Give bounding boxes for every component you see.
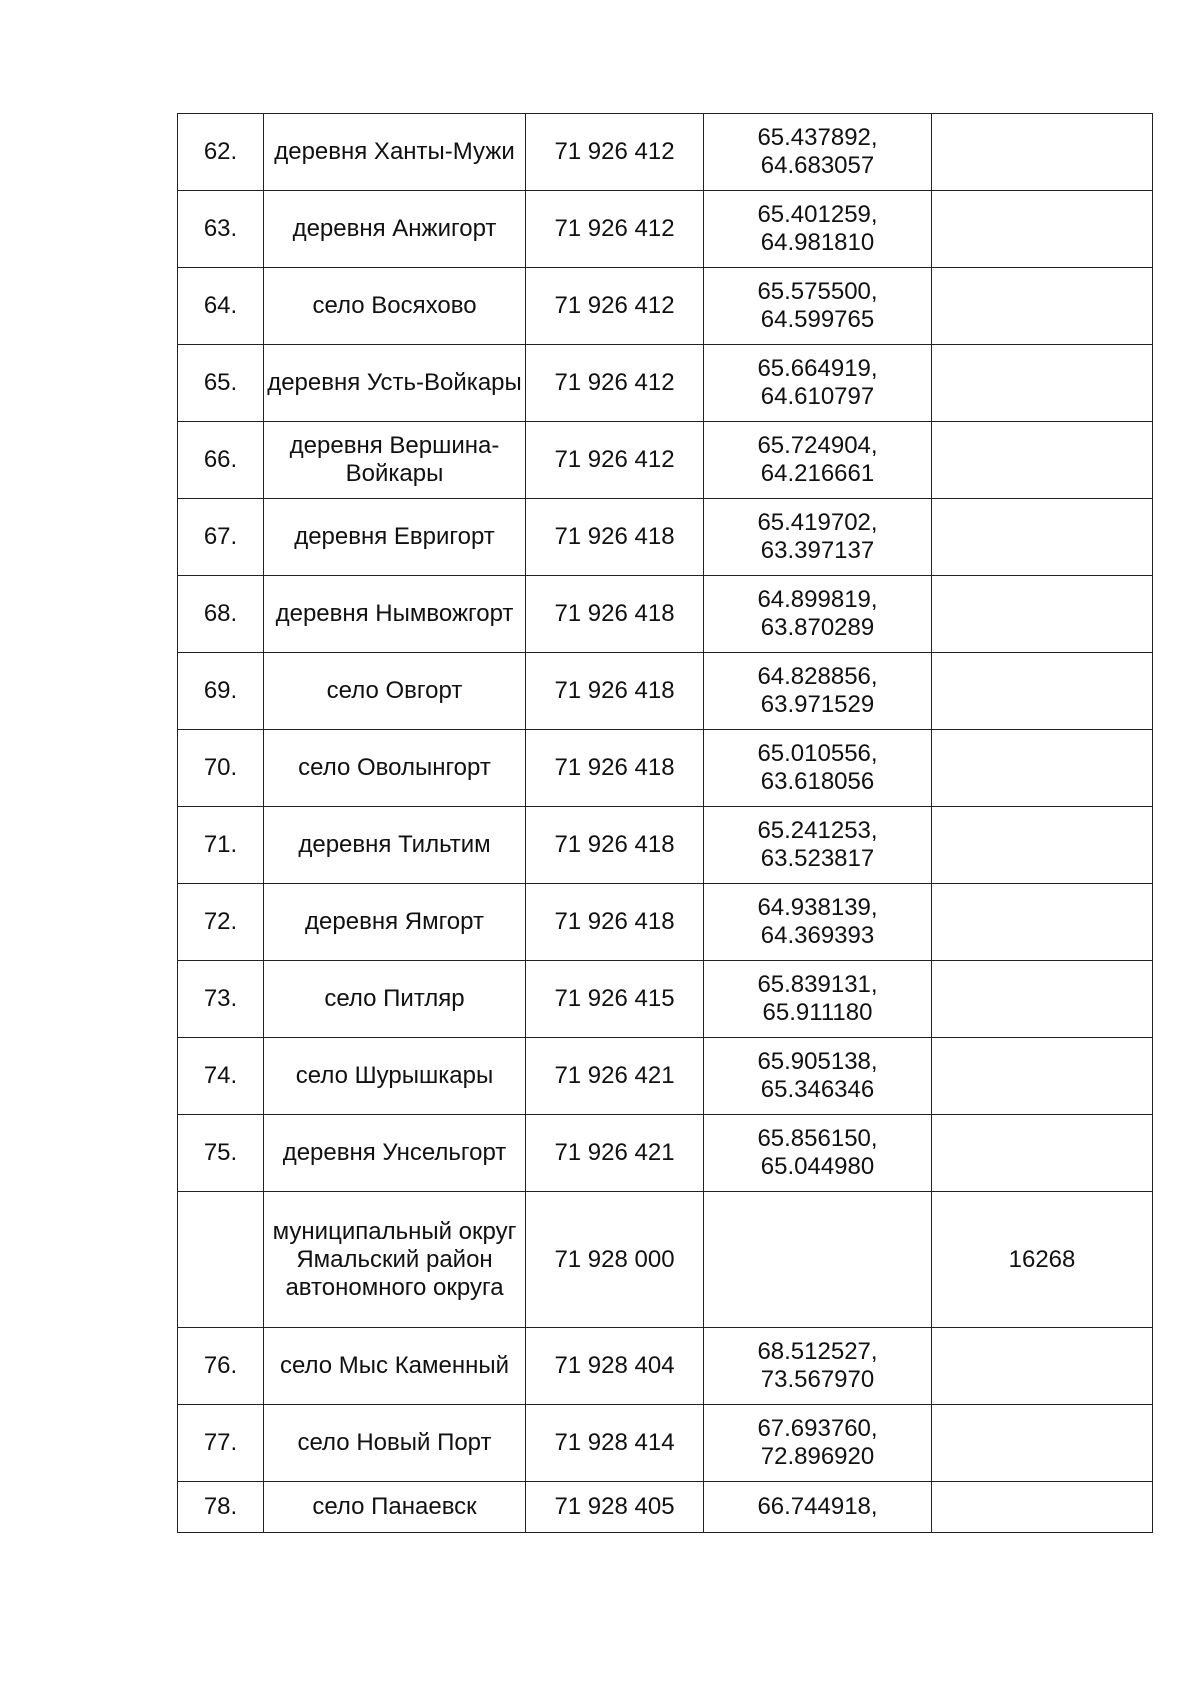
population-cell xyxy=(932,730,1153,807)
coordinates-cell xyxy=(704,884,932,961)
latitude-value: 65.241253, xyxy=(757,817,878,844)
settlement-name-cell: муниципальный округ Ямальский район автономного округа xyxy=(264,1192,526,1328)
population-cell xyxy=(932,576,1153,653)
table-row xyxy=(178,499,1153,576)
row-number-cell: 65. xyxy=(178,345,264,422)
settlement-name-cell: деревня Ханты-Мужи xyxy=(264,114,526,191)
row-number-cell: 67. xyxy=(178,499,264,576)
oktmo-code-cell: 71 926 412 xyxy=(526,345,704,422)
settlement-name-cell: село Овгорт xyxy=(264,653,526,730)
oktmo-code-cell: 71 928 000 xyxy=(526,1192,704,1328)
row-number-cell: 68. xyxy=(178,576,264,653)
table-row xyxy=(178,653,1153,730)
oktmo-code-cell: 71 926 418 xyxy=(526,884,704,961)
row-number-cell: 72. xyxy=(178,884,264,961)
longitude-value: 65.911180 xyxy=(762,999,873,1026)
row-number-cell: 75. xyxy=(178,1115,264,1192)
settlement-name-cell: село Новый Порт xyxy=(264,1405,526,1482)
row-number-cell: 64. xyxy=(178,268,264,345)
latitude-value: 66.744918, xyxy=(757,1493,878,1520)
longitude-value: 63.523817 xyxy=(760,845,875,872)
population-cell xyxy=(932,1482,1153,1533)
longitude-value: 63.971529 xyxy=(760,691,875,718)
oktmo-code-cell: 71 926 421 xyxy=(526,1038,704,1115)
coordinates-cell xyxy=(704,1115,932,1192)
table-row xyxy=(178,114,1153,191)
row-number-cell: 70. xyxy=(178,730,264,807)
row-number-cell: 63. xyxy=(178,191,264,268)
coordinates-cell xyxy=(704,191,932,268)
row-number-cell: 71. xyxy=(178,807,264,884)
population-cell xyxy=(932,268,1153,345)
coordinates-cell xyxy=(704,576,932,653)
coordinates-cell xyxy=(704,807,932,884)
coordinates-cell xyxy=(704,345,932,422)
row-number-cell: 62. xyxy=(178,114,264,191)
latitude-value: 64.828856, xyxy=(757,663,878,690)
coordinates-cell xyxy=(704,1038,932,1115)
oktmo-code-cell: 71 928 405 xyxy=(526,1482,704,1533)
latitude-value: 68.512527, xyxy=(757,1338,878,1365)
row-number-cell: 78. xyxy=(178,1482,264,1533)
oktmo-code-cell: 71 926 415 xyxy=(526,961,704,1038)
settlement-name-cell: деревня Вершина-Войкары xyxy=(264,422,526,499)
row-number-cell xyxy=(178,1192,264,1328)
population-cell xyxy=(932,1405,1153,1482)
settlement-name-cell: село Восяхово xyxy=(264,268,526,345)
longitude-value: 64.610797 xyxy=(760,383,875,410)
oktmo-code-cell: 71 928 404 xyxy=(526,1328,704,1405)
latitude-value: 65.419702, xyxy=(757,509,878,536)
oktmo-code-cell: 71 926 418 xyxy=(526,499,704,576)
table-row xyxy=(178,1405,1153,1482)
coordinates-cell xyxy=(704,1482,932,1533)
population-cell xyxy=(932,1038,1153,1115)
oktmo-code-cell: 71 926 412 xyxy=(526,268,704,345)
population-cell xyxy=(932,191,1153,268)
population-cell xyxy=(932,807,1153,884)
population-cell xyxy=(932,114,1153,191)
table-row xyxy=(178,191,1153,268)
row-number-cell: 76. xyxy=(178,1328,264,1405)
population-cell xyxy=(932,884,1153,961)
row-number-cell: 66. xyxy=(178,422,264,499)
oktmo-code-cell: 71 926 418 xyxy=(526,576,704,653)
latitude-value: 65.010556, xyxy=(757,740,878,767)
coordinates-cell xyxy=(704,1192,932,1328)
settlement-name-cell: деревня Ямгорт xyxy=(264,884,526,961)
settlement-name-cell: деревня Унсельгорт xyxy=(264,1115,526,1192)
population-cell xyxy=(932,1328,1153,1405)
latitude-value: 65.575500, xyxy=(757,278,878,305)
settlement-name-cell: деревня Евригорт xyxy=(264,499,526,576)
row-number-cell: 73. xyxy=(178,961,264,1038)
table-row xyxy=(178,268,1153,345)
table-row xyxy=(178,730,1153,807)
longitude-value: 64.981810 xyxy=(760,229,875,256)
settlement-name-cell: деревня Усть-Войкары xyxy=(264,345,526,422)
longitude-value: 65.044980 xyxy=(760,1153,875,1180)
coordinates-cell xyxy=(704,114,932,191)
table-row xyxy=(178,1328,1153,1405)
population-cell xyxy=(932,961,1153,1038)
oktmo-code-cell: 71 928 414 xyxy=(526,1405,704,1482)
oktmo-code-cell: 71 926 412 xyxy=(526,422,704,499)
latitude-value: 65.437892, xyxy=(757,124,878,151)
latitude-value: 65.839131, xyxy=(757,971,878,998)
longitude-value: 63.870289 xyxy=(760,614,875,641)
longitude-value: 72.896920 xyxy=(760,1443,875,1470)
coordinates-cell xyxy=(704,653,932,730)
population-cell xyxy=(932,499,1153,576)
oktmo-code-cell: 71 926 418 xyxy=(526,807,704,884)
settlement-name-cell: село Шурышкары xyxy=(264,1038,526,1115)
population-cell xyxy=(932,1115,1153,1192)
table-row xyxy=(178,807,1153,884)
table-row xyxy=(178,1115,1153,1192)
latitude-value: 65.905138, xyxy=(757,1048,878,1075)
table-row xyxy=(178,1482,1153,1533)
coordinates-cell xyxy=(704,961,932,1038)
population-cell: 16268 xyxy=(932,1192,1153,1328)
latitude-value: 65.856150, xyxy=(757,1125,878,1152)
population-cell xyxy=(932,653,1153,730)
latitude-value: 65.401259, xyxy=(757,201,878,228)
table-row xyxy=(178,345,1153,422)
table-row xyxy=(178,1038,1153,1115)
settlement-name-cell: село Питляр xyxy=(264,961,526,1038)
settlement-name-cell: деревня Тильтим xyxy=(264,807,526,884)
latitude-value: 67.693760, xyxy=(757,1415,878,1442)
latitude-value: 64.938139, xyxy=(757,894,878,921)
longitude-value: 63.397137 xyxy=(760,537,875,564)
table-row xyxy=(178,884,1153,961)
table-body xyxy=(178,114,1153,1533)
longitude-value: 64.599765 xyxy=(760,306,875,333)
settlement-name-cell: деревня Анжигорт xyxy=(264,191,526,268)
coordinates-cell xyxy=(704,499,932,576)
coordinates-cell xyxy=(704,1405,932,1482)
row-number-cell: 74. xyxy=(178,1038,264,1115)
longitude-value: 64.216661 xyxy=(760,460,875,487)
settlements-table xyxy=(177,113,1153,1533)
oktmo-code-cell: 71 926 412 xyxy=(526,191,704,268)
longitude-value: 65.346346 xyxy=(760,1076,875,1103)
latitude-value: 65.724904, xyxy=(757,432,878,459)
settlement-name-cell: село Оволынгорт xyxy=(264,730,526,807)
oktmo-code-cell: 71 926 421 xyxy=(526,1115,704,1192)
coordinates-cell xyxy=(704,268,932,345)
table-row xyxy=(178,576,1153,653)
longitude-value: 63.618056 xyxy=(760,768,875,795)
row-number-cell: 69. xyxy=(178,653,264,730)
row-number-cell: 77. xyxy=(178,1405,264,1482)
longitude-value: 73.567970 xyxy=(760,1366,875,1393)
coordinates-cell xyxy=(704,1328,932,1405)
population-cell xyxy=(932,422,1153,499)
coordinates-cell xyxy=(704,730,932,807)
oktmo-code-cell: 71 926 418 xyxy=(526,653,704,730)
table-row xyxy=(178,422,1153,499)
settlement-name-cell: село Мыс Каменный xyxy=(264,1328,526,1405)
latitude-value: 64.899819, xyxy=(757,586,878,613)
population-cell xyxy=(932,345,1153,422)
table-row xyxy=(178,1192,1153,1328)
oktmo-code-cell: 71 926 418 xyxy=(526,730,704,807)
coordinates-cell xyxy=(704,422,932,499)
latitude-value: 65.664919, xyxy=(757,355,878,382)
settlement-name-cell: село Панаевск xyxy=(264,1482,526,1533)
longitude-value: 64.369393 xyxy=(760,922,875,949)
longitude-value: 64.683057 xyxy=(760,152,875,179)
table-row xyxy=(178,961,1153,1038)
oktmo-code-cell: 71 926 412 xyxy=(526,114,704,191)
settlement-name-cell: деревня Нымвожгорт xyxy=(264,576,526,653)
